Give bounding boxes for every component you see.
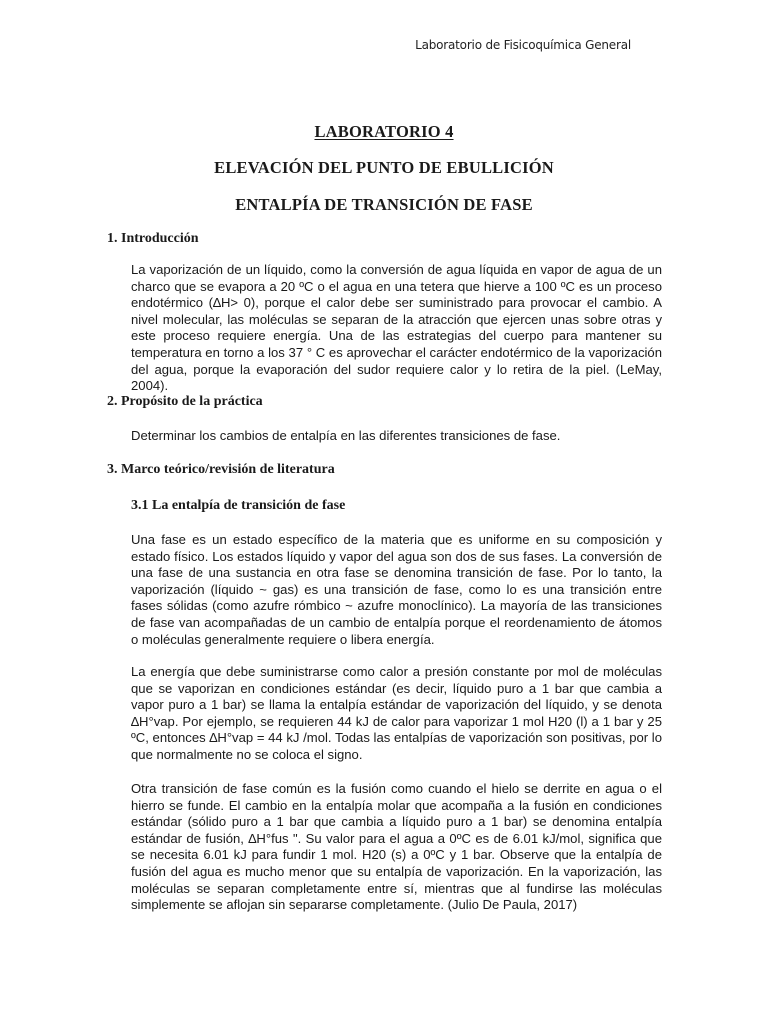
lab-title: LABORATORIO 4 [314, 122, 454, 141]
subtitle-enthalpy: ENTALPÍA DE TRANSICIÓN DE FASE [235, 195, 533, 214]
intro-paragraph: La vaporización de un líquido, como la conversión de agua líquida en vapor de agua de un charco que se evapora a 20 ºC o el agua en una tetera que hierve a 100 ºC es un proceso endotérmico (∆H> 0), porque el calor debe ser suministrado para provocar el cambio. A nivel molecular, las moléculas se separan de la atracción que ejercen unas sobre otras y este proceso requiere energía. Una de las estrategias del cuerpo para mantener su temperatura en torno a los 37 ° C es aprovechar el carácter endotérmico de la vaporización del agua, porque la evaporación del sudor requiere calor y lo retira de la piel. (LeMay, 2004). [131, 262, 662, 394]
theory-paragraph-1: Una fase es un estado específico de la materia que es uniforme en su composición y estado físico. Los estados líquido y vapor del agua son dos de sus fases. La conversión de una fase de una sustancia en otra fase se denomina transición de fase. Por lo tanto, la vaporización (líquido ~ gas) es una transición de fase, como lo es una transición entre fases sólidas (como azufre rómbico ~ azufre monoclínico). La mayoría de las transiciones de fase van acompañadas de un cambio de entalpía porque el reordenamiento de átomos o moléculas generalmente requiere o libera energía. [131, 532, 662, 647]
intro-heading: 1. Introducción [107, 231, 199, 246]
theory-paragraph-3: Otra transición de fase común es la fusión como cuando el hielo se derrite en agua o el hierro se funde. El cambio en la entalpía molar que acompaña a la fusión en condiciones estándar (sólido puro a 1 bar que cambia a líquido puro a 1 bar) se denomina entalpía estándar de fusión, ∆H°fus ". Su valor para el agua a 0ºC es de 6.01 kJ/mol, significa que se necesita 6.01 kJ para fundir 1 mol. H20 (s) a 0ºC y 1 bar. Observe que la entalpía de fusión del agua es mucho menor que su entalpía de vaporización. En la vaporización, las moléculas se separan completamente entre sí, mientras que al fundirse las moléculas simplemente se aflojan sin separarse completamente. (Julio De Paula, 2017) [131, 781, 662, 913]
theory-paragraph-2: La energía que debe suministrarse como calor a presión constante por mol de moléculas que se vaporizan en condiciones estándar (es decir, líquido puro a 1 bar que cambia a vapor puro a 1 bar) se llama la entalpía estándar de vaporización del líquido, y se denota ∆H°vap. Por ejemplo, se requieren 44 kJ de calor para vaporizar 1 mol H20 (l) a 1 bar y 25 ºC, entonces ∆H°vap = 44 kJ /mol. Todas las entalpías de vaporización son positivas, por lo que normalmente no se coloca el signo. [131, 664, 662, 762]
subsection-heading-3-1: 3.1 La entalpía de transición de fase [131, 498, 346, 513]
theory-heading: 3. Marco teórico/revisión de literatura [107, 462, 335, 477]
running-header: Laboratorio de Fisicoquímica General [415, 38, 631, 52]
purpose-paragraph: Determinar los cambios de entalpía en las diferentes transiciones de fase. [131, 428, 561, 443]
purpose-heading: 2. Propósito de la práctica [107, 394, 263, 409]
subtitle-boiling-point: ELEVACIÓN DEL PUNTO DE EBULLICIÓN [214, 158, 554, 177]
